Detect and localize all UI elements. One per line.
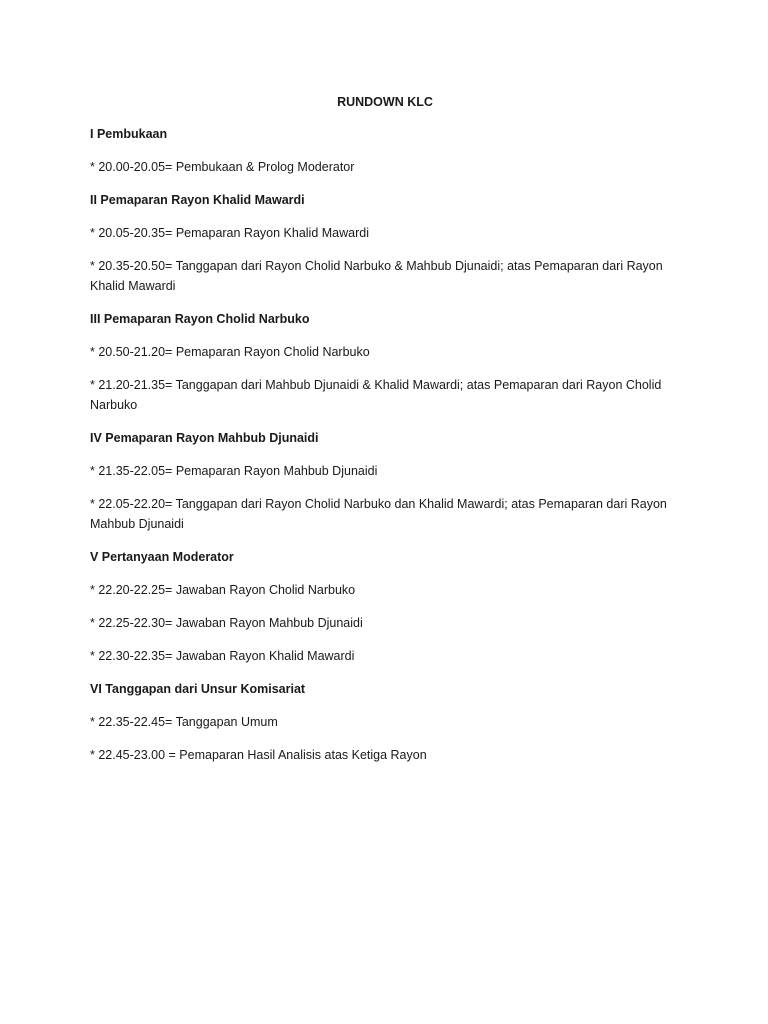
document-page (90, 92, 680, 778)
schedule-item: * 20.50-21.20= Pemaparan Rayon Cholid Narbuko (90, 345, 370, 359)
schedule-item: * 21.20-21.35= Tanggapan dari Mahbub Djunaidi & Khalid Mawardi; atas Pemaparan dari Rayon Cholid Narbuko (90, 378, 662, 412)
section-heading: IV Pemaparan Rayon Mahbub Djunaidi (90, 431, 319, 445)
schedule-item: * 20.05-20.35= Pemaparan Rayon Khalid Mawardi (90, 226, 369, 240)
section-khalid-mawardi (90, 190, 680, 296)
schedule-item: * 22.25-22.30= Jawaban Rayon Mahbub Djunaidi (90, 616, 363, 630)
document-title: RUNDOWN KLC (337, 95, 433, 109)
schedule-item: * 20.00-20.05= Pembukaan & Prolog Moderator (90, 160, 355, 174)
schedule-item: * 22.35-22.45= Tanggapan Umum (90, 715, 278, 729)
section-pertanyaan-moderator (90, 547, 680, 666)
schedule-item: * 22.45-23.00 = Pemaparan Hasil Analisis atas Ketiga Rayon (90, 748, 427, 762)
section-mahbub-djunaidi (90, 428, 680, 534)
section-unsur-komisariat (90, 679, 680, 765)
schedule-item: * 20.35-20.50= Tanggapan dari Rayon Cholid Narbuko & Mahbub Djunaidi; atas Pemaparan dari Rayon Khalid Mawardi (90, 259, 663, 293)
section-pembukaan (90, 124, 680, 177)
section-cholid-narbuko (90, 309, 680, 415)
section-heading: V Pertanyaan Moderator (90, 550, 234, 564)
section-heading: VI Tanggapan dari Unsur Komisariat (90, 682, 306, 696)
schedule-item: * 22.20-22.25= Jawaban Rayon Cholid Narbuko (90, 583, 356, 597)
section-heading: II Pemaparan Rayon Khalid Mawardi (90, 193, 305, 207)
section-heading: I Pembukaan (90, 127, 168, 141)
schedule-item: * 22.30-22.35= Jawaban Rayon Khalid Mawardi (90, 649, 355, 663)
section-heading: III Pemaparan Rayon Cholid Narbuko (90, 312, 310, 326)
schedule-item: * 21.35-22.05= Pemaparan Rayon Mahbub Djunaidi (90, 464, 378, 478)
schedule-item: * 22.05-22.20= Tanggapan dari Rayon Cholid Narbuko dan Khalid Mawardi; atas Pemaparan dari Rayon Mahbub Djunaidi (90, 497, 667, 531)
